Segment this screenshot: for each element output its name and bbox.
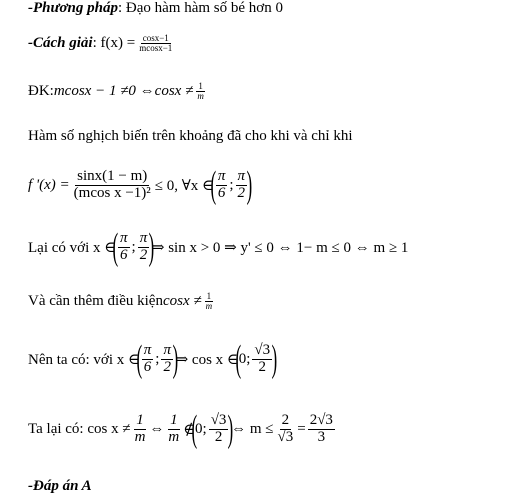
final-line: Ta lại có: cos x ≠ $\frac{1}{m}$ ⇔ $\frac{1}{m}$ ∉ ( 0; $\frac{√3}{2}$ ) ⇔ m ≤ $\frac{2}{√3}$ = $\frac{2√3}{3}$ <box>28 408 333 450</box>
solution-text: : f(x) = <box>92 35 136 52</box>
extra-condition-line: Và cần thêm điều kiện cosx ≠ $\frac{1}{m}$ <box>28 291 213 312</box>
method-line <box>28 0 283 17</box>
solution-line <box>28 34 176 54</box>
condition-line: ĐK: mcosx − 1 ≠0 ⇔cosx ≠ $\frac{1}{m}$ <box>28 81 204 102</box>
answer-label: -Đáp án A <box>28 478 92 494</box>
solution-label: -Cách giải <box>28 35 93 52</box>
derivative-fraction: $\frac{\sin x(1 - m)}{\text{(mcos x −1)²}}$ <box>73 167 151 201</box>
answer-line <box>28 478 92 495</box>
method-text: : Đạo hàm hàm số bé hơn 0 <box>117 0 283 16</box>
fx-fraction: $\frac{\cos x-1}{mcosx-1}$ <box>139 33 173 54</box>
cos-range-line: Nên ta có: với x ∈ ( $\frac{\pi}{6}$ ; $\frac{\pi}{2}$ ) ⇒ cos x ∈ ( 0; $\frac{√3}{2}$ ) <box>28 338 278 380</box>
derivative-line: f '(x) = $\frac{\sin x(1 - m)}{\text{(mcos x −1)²}}$ ≤ 0, ∀x ∈ ( $\frac{\pi}{6}$ ; $\frac{\pi}{2}$ ) <box>28 164 253 206</box>
condition-fraction: $\frac{1}{m}$ <box>197 81 204 102</box>
statement-line: Hàm số nghịch biến trên khoảng đã cho khi và chỉ khi <box>28 128 353 144</box>
sin-line: Lại có với x ∈ ( $\frac{\pi}{6}$ ; $\frac{\pi}{2}$ ) ⇒ sin x > 0 ⇒ y' ≤ 0 ⇔ 1− m ≤ 0 ⇔ m ≥ 1 <box>28 226 409 268</box>
method-label: -Phương pháp <box>28 0 118 16</box>
